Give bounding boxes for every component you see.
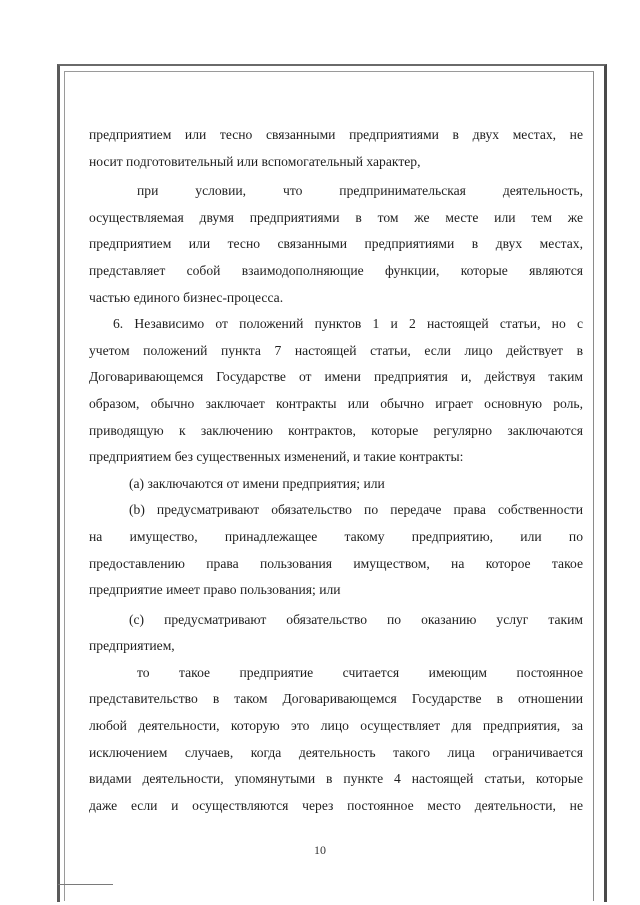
text-line: (c) предусматривают обязательство по оказанию услуг таким: [129, 611, 583, 627]
body-text: [89, 122, 583, 819]
text-line: на имущество, принадлежащее такому предприятию, или по: [89, 528, 583, 544]
frame-corner-mark: [58, 884, 113, 885]
text-line: при условии, что предпринимательская деятельность,: [137, 183, 583, 199]
text-line: предприятием или тесно связанными предприятиями в двух местах,: [89, 236, 583, 252]
text-line: носит подготовительный или вспомогательный характер,: [89, 153, 421, 169]
text-line: представительство в таком Договаривающемся Государстве в отношении: [89, 691, 583, 707]
text-line: образом, обычно заключает контракты или обычно играет основную роль,: [89, 395, 583, 411]
text-line: исключением случаев, когда деятельность такого лица ограничивается: [89, 744, 583, 760]
text-line: предоставлению права пользования имуществом, на которое такое: [89, 555, 583, 571]
text-line: предприятие имеет право пользования; или: [89, 582, 341, 598]
text-line: видами деятельности, упомянутыми в пункте 4 настоящей статьи, которые: [89, 771, 583, 787]
text-line: даже если и осуществляются через постоянное место деятельности, не: [89, 797, 583, 813]
text-line: Договаривающемся Государстве от имени предприятия и, действуя таким: [89, 369, 583, 385]
text-line: (a) заключаются от имени предприятия; или: [129, 475, 385, 491]
text-line: осуществляемая двумя предприятиями в том же месте или тем же: [89, 209, 583, 225]
text-line: предприятием без существенных изменений, и такие контракты:: [89, 449, 464, 465]
text-line: представляет собой взаимодополняющие функции, которые являются: [89, 262, 583, 278]
text-line: (b) предусматривают обязательство по передаче права собственности: [129, 502, 583, 518]
text-line: учетом положений пункта 7 настоящей статьи, если лицо действует в: [89, 342, 583, 358]
text-line: любой деятельности, которую это лицо осуществляет для предприятия, за: [89, 718, 583, 734]
page-number: 10: [314, 843, 326, 857]
text-line: то такое предприятие считается имеющим постоянное: [137, 664, 583, 680]
text-line: частью единого бизнес-процесса.: [89, 289, 284, 305]
text-line: 6. Независимо от положений пунктов 1 и 2 настоящей статьи, но с: [113, 316, 583, 332]
text-line: предприятием или тесно связанными предприятиями в двух местах, не: [89, 127, 583, 142]
text-line: приводящую к заключению контрактов, которые регулярно заключаются: [89, 422, 583, 438]
text-line: предприятием,: [89, 638, 175, 654]
